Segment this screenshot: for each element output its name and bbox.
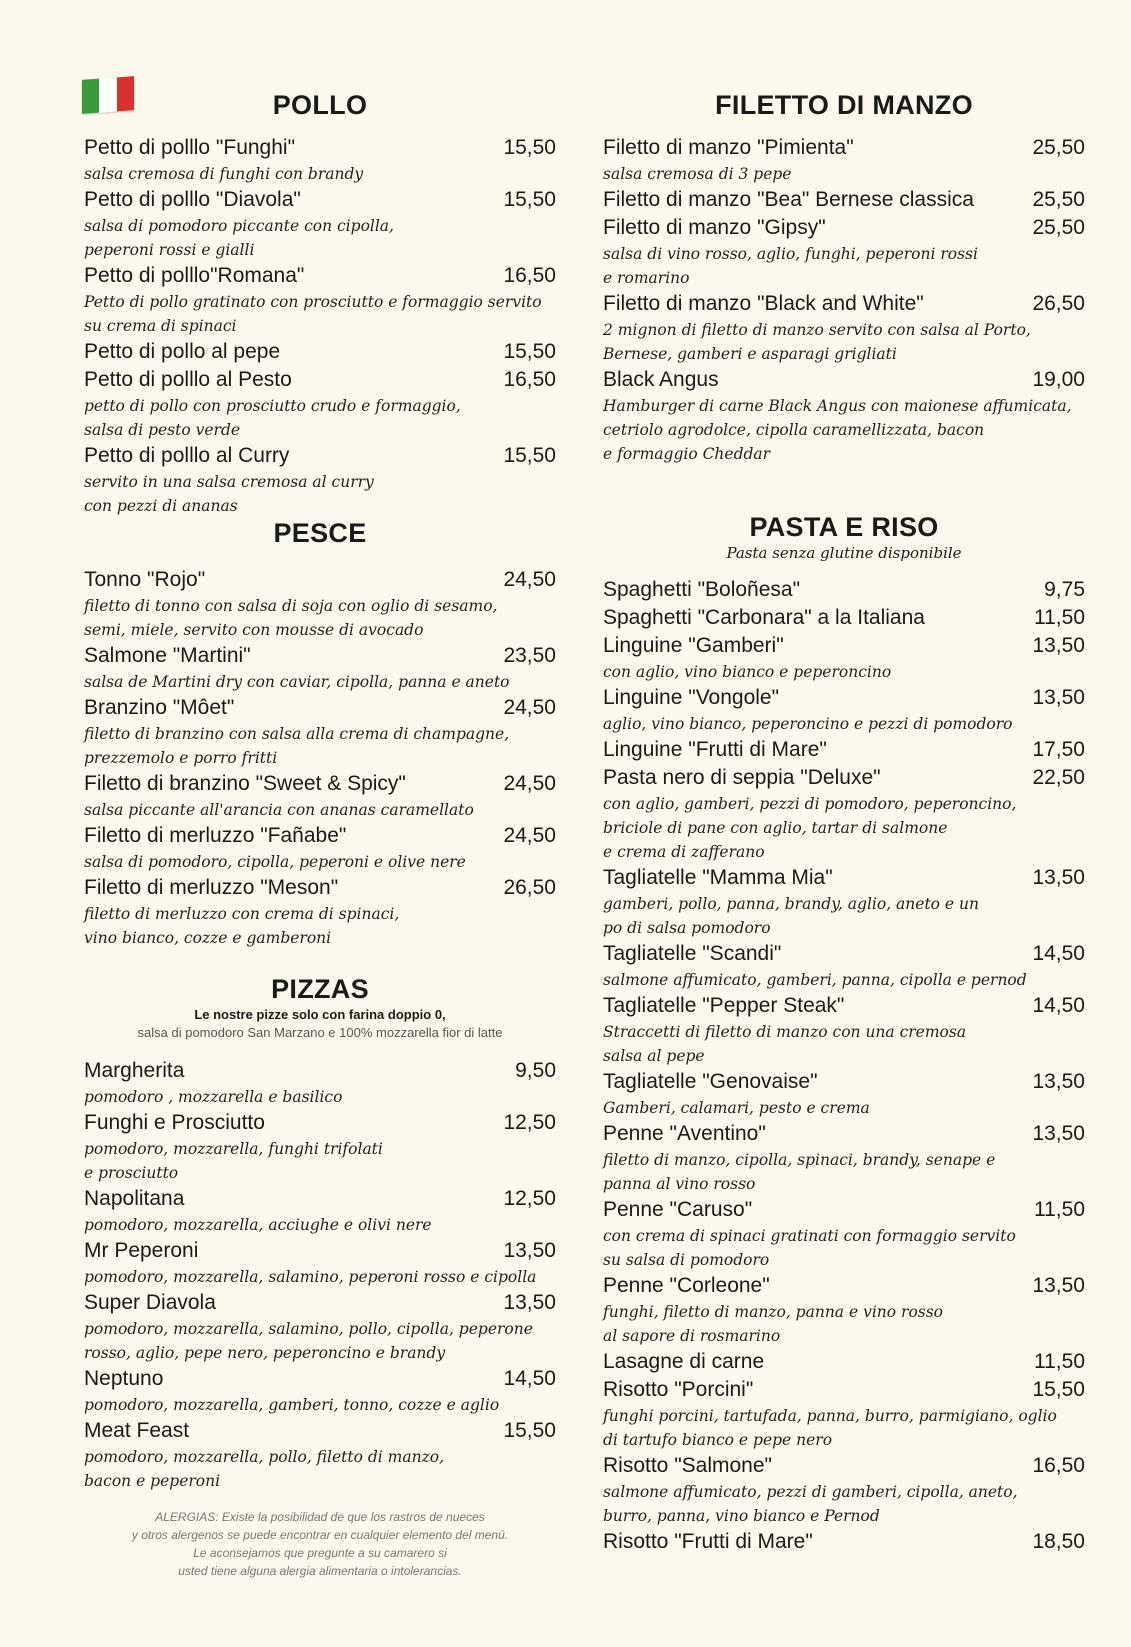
dish-description: Straccetti di filetto di manzo con una cremosa (603, 1023, 967, 1041)
menu-item-row (84, 822, 556, 850)
dish-description: salsa di pomodoro, cipolla, peperoni e olive nere (84, 853, 466, 871)
dish-name: Risotto "Salmone" (603, 1454, 772, 1477)
dish-description: salsa piccante all'arancia con ananas caramellato (84, 801, 474, 819)
dish-price: 26,50 (503, 876, 556, 899)
dish-name: Lasagne di carne (603, 1350, 765, 1373)
dish-price: 12,50 (503, 1187, 556, 1210)
menu-item-row (603, 1452, 1085, 1480)
dish-description: pomodoro, mozzarella, acciughe e olivi nere (84, 1216, 432, 1234)
dish-name: Funghi e Prosciutto (84, 1111, 265, 1134)
menu-item-row (84, 1237, 556, 1265)
dish-description: salmone affumicato, pezzi di gamberi, cipolla, aneto, (603, 1483, 1018, 1501)
dish-price: 15,50 (503, 136, 556, 159)
menu-item (603, 1348, 1085, 1376)
menu-item-row (84, 642, 556, 670)
dish-name: Tagliatelle "Genovaise" (603, 1070, 818, 1093)
dish-description: Petto di pollo gratinato con prosciutto e formaggio servito (84, 293, 542, 311)
menu-item (84, 1289, 556, 1365)
menu-item (84, 442, 556, 518)
dish-name: Linguine "Vongole" (603, 686, 780, 709)
dish-price: 11,50 (1034, 1198, 1085, 1221)
dish-name: Petto di pollo al pepe (84, 340, 281, 363)
dish-description: con aglio, vino bianco e peperoncino (603, 663, 892, 681)
dish-price: 9,50 (515, 1059, 556, 1082)
dish-price: 25,50 (1032, 136, 1085, 159)
section-title: PIZZAS (271, 974, 369, 1004)
dish-description: con aglio, gamberi, pezzi di pomodoro, peperoncino, (603, 795, 1017, 813)
menu-item-row (603, 736, 1085, 764)
menu-item (603, 1376, 1085, 1452)
dish-name: Filetto di manzo "Gipsy" (603, 216, 826, 239)
menu-item-row (603, 684, 1085, 712)
allergy-line: Le aconsejamos que pregunte a su camarero si (193, 1546, 447, 1560)
dish-price: 15,50 (503, 1419, 556, 1442)
dish-description: pomodoro, mozzarella, funghi trifolati (84, 1140, 383, 1158)
dish-description: Bernese, gamberi e asparagi grigliati (603, 345, 897, 363)
item-list (84, 566, 556, 950)
pizza-note-flour: Le nostre pizze solo con farina doppio 0, (194, 1007, 446, 1022)
dish-price: 24,50 (503, 696, 556, 719)
menu-item-row (84, 1109, 556, 1137)
menu-item (603, 186, 1085, 214)
menu-item-row (84, 770, 556, 798)
dish-price: 11,50 (1034, 1350, 1085, 1373)
dish-name: Black Angus (603, 368, 719, 391)
dish-name: Tagliatelle "Scandi" (603, 942, 782, 965)
dish-price: 23,50 (503, 644, 556, 667)
menu-item-row (603, 1528, 1085, 1556)
dish-price: 15,50 (503, 340, 556, 363)
dish-description: cetriolo agrodolce, cipolla caramellizzata, bacon (603, 421, 985, 439)
dish-name: Spaghetti "Carbonara" a la Italiana (603, 606, 925, 629)
menu-item (603, 764, 1085, 864)
menu-item (603, 632, 1085, 684)
item-list (84, 1057, 556, 1493)
menu-item (84, 1185, 556, 1237)
dish-description: filetto di merluzzo con crema di spinaci, (84, 905, 400, 923)
dish-name: Tagliatelle "Pepper Steak" (603, 994, 845, 1017)
menu-item (84, 822, 556, 874)
dish-name: Filetto di merluzzo "Meson" (84, 876, 339, 899)
menu-item-row (603, 1120, 1085, 1148)
menu-item-row (84, 262, 556, 290)
menu-item (603, 1452, 1085, 1528)
dish-description: pomodoro, mozzarella, salamino, pollo, cipolla, peperone (84, 1320, 533, 1338)
item-list (84, 134, 556, 518)
menu-item (84, 366, 556, 442)
dish-description: salsa cremosa di funghi con brandy (84, 165, 364, 183)
dish-price: 25,50 (1032, 216, 1085, 239)
dish-description: su crema di spinaci (84, 317, 237, 335)
dish-description: briciole di pane con aglio, tartar di salmone (603, 819, 948, 837)
dish-name: Penne "Caruso" (603, 1198, 753, 1221)
menu-item (603, 1120, 1085, 1196)
menu-item-row (603, 366, 1085, 394)
section-filetto-di-manzo (603, 88, 1085, 466)
dish-price: 15,50 (1032, 1378, 1085, 1401)
menu-item (84, 338, 556, 366)
dish-name: Tonno "Rojo" (84, 568, 206, 591)
dish-price: 11,50 (1034, 606, 1085, 629)
dish-name: Spaghetti "Boloñesa" (603, 578, 801, 601)
pizza-note-sauce: salsa di pomodoro San Marzano e 100% mozzarella fior di latte (137, 1025, 503, 1040)
dish-description: filetto di tonno con salsa di soja con oglio di sesamo, (84, 597, 498, 615)
dish-price: 16,50 (503, 264, 556, 287)
dish-price: 15,50 (503, 444, 556, 467)
allergy-line: y otros alergenos se puede encontrar en cualquier elemento del menú. (131, 1528, 509, 1542)
menu-item-row (84, 338, 556, 366)
menu-item-row (84, 1057, 556, 1085)
dish-description: funghi porcini, tartufada, panna, burro, parmigiano, oglio (603, 1407, 1057, 1425)
menu-item (603, 1068, 1085, 1120)
dish-description: e formaggio Cheddar (603, 445, 771, 463)
dish-name: Mr Peperoni (84, 1239, 199, 1262)
menu-item (603, 940, 1085, 992)
dish-description: al sapore di rosmarino (603, 1327, 781, 1345)
menu-item (603, 684, 1085, 736)
dish-name: Penne "Corleone" (603, 1274, 770, 1297)
dish-description: bacon e peperoni (84, 1472, 221, 1490)
dish-price: 13,50 (503, 1239, 556, 1262)
menu-item (84, 1417, 556, 1493)
menu-item (84, 770, 556, 822)
dish-name: Petto di polllo "Diavola" (84, 188, 301, 211)
menu-item-row (603, 1068, 1085, 1096)
dish-price: 13,50 (1032, 1274, 1085, 1297)
menu-item-row (603, 604, 1085, 632)
section-subtitle: Pasta senza glutine disponibile (726, 544, 962, 562)
menu-item-row (84, 1289, 556, 1317)
section-title: FILETTO DI MANZO (715, 90, 973, 120)
item-list (603, 134, 1085, 466)
dish-description: salsa di pesto verde (84, 421, 241, 439)
dish-name: Filetto di merluzzo "Fañabe" (84, 824, 347, 847)
allergy-line: ALERGIAS: Existe la posibilidad de que los rastros de nueces (155, 1510, 485, 1524)
menu-item (84, 1365, 556, 1417)
menu-item-row (603, 1272, 1085, 1300)
dish-description: e crema di zafferano (603, 843, 765, 861)
menu-item (603, 864, 1085, 940)
menu-item (84, 566, 556, 642)
menu-item (603, 736, 1085, 764)
dish-name: Filetto di manzo "Pimienta" (603, 136, 854, 159)
menu-item (84, 134, 556, 186)
dish-price: 17,50 (1032, 738, 1085, 761)
dish-price: 14,50 (1032, 942, 1085, 965)
menu-item-row (84, 1417, 556, 1445)
dish-description: rosso, aglio, pepe nero, peperoncino e brandy (84, 1344, 446, 1362)
dish-price: 13,50 (503, 1291, 556, 1314)
dish-name: Pasta nero di seppia "Deluxe" (603, 766, 881, 789)
dish-price: 26,50 (1032, 292, 1085, 315)
menu-item (603, 290, 1085, 366)
menu-item (603, 1272, 1085, 1348)
dish-description: pomodoro, mozzarella, salamino, peperoni rosso e cipolla (84, 1268, 537, 1286)
dish-price: 13,50 (1032, 866, 1085, 889)
section-pizzas (84, 972, 556, 1493)
dish-description: su salsa di pomodoro (603, 1251, 770, 1269)
dish-description: salmone affumicato, gamberi, panna, cipolla e pernod (603, 971, 1027, 989)
allergy-line: usted tiene alguna alergia alimentaria o intolerancias. (178, 1564, 462, 1578)
menu-item-row (84, 1185, 556, 1213)
dish-description: salsa cremosa di 3 pepe (603, 165, 792, 183)
menu-item (84, 694, 556, 770)
dish-name: Penne "Aventino" (603, 1122, 766, 1145)
dish-description: panna al vino rosso (603, 1175, 756, 1193)
dish-name: Branzino "Môet" (84, 696, 235, 719)
dish-price: 22,50 (1032, 766, 1085, 789)
dish-price: 13,50 (1032, 686, 1085, 709)
menu-item-row (603, 186, 1085, 214)
dish-description: e prosciutto (84, 1164, 179, 1182)
dish-name: Margherita (84, 1059, 185, 1082)
menu-item-row (84, 874, 556, 902)
menu-item (603, 1528, 1085, 1556)
section-pasta-e-riso (603, 510, 1085, 1556)
dish-description: Gamberi, calamari, pesto e crema (603, 1099, 870, 1117)
menu-item (84, 1057, 556, 1109)
dish-description: di tartufo bianco e pepe nero (603, 1431, 833, 1449)
dish-name: Neptuno (84, 1367, 164, 1390)
section-pesce (84, 516, 556, 950)
dish-description: vino bianco, cozze e gamberoni (84, 929, 332, 947)
section-title: PESCE (273, 518, 367, 548)
menu-item (603, 134, 1085, 186)
dish-name: Tagliatelle "Mamma Mia" (603, 866, 833, 889)
menu-item-row (84, 694, 556, 722)
dish-price: 9,75 (1044, 578, 1085, 601)
item-list (603, 576, 1085, 1556)
menu-item (603, 214, 1085, 290)
dish-description: peperoni rossi e gialli (84, 241, 255, 259)
dish-price: 13,50 (1032, 1122, 1085, 1145)
dish-name: Filetto di branzino "Sweet & Spicy" (84, 772, 406, 795)
dish-description: petto di pollo con prosciutto crudo e formaggio, (84, 397, 461, 415)
section-title: PASTA E RISO (749, 512, 939, 542)
dish-name: Risotto "Frutti di Mare" (603, 1530, 813, 1553)
dish-price: 13,50 (1032, 1070, 1085, 1093)
dish-description: 2 mignon di filetto di manzo servito con salsa al Porto, (603, 321, 1031, 339)
menu-item-row (603, 940, 1085, 968)
menu-item-row (84, 134, 556, 162)
menu-item (84, 1237, 556, 1289)
menu-item-row (603, 1348, 1085, 1376)
dish-name: Salmone "Martini" (84, 644, 251, 667)
dish-description: aglio, vino bianco, peperoncino e pezzi di pomodoro (603, 715, 1013, 733)
dish-name: Meat Feast (84, 1419, 190, 1442)
dish-description: salsa al pepe (603, 1047, 705, 1065)
menu-item (84, 1109, 556, 1185)
menu-item (603, 366, 1085, 466)
menu-item-row (603, 576, 1085, 604)
dish-description: pomodoro , mozzarella e basilico (84, 1088, 343, 1106)
menu-item (84, 874, 556, 950)
dish-description: semi, miele, servito con mousse di avocado (84, 621, 424, 639)
menu-item (603, 1196, 1085, 1272)
dish-name: Petto di polllo al Pesto (84, 368, 292, 391)
dish-name: Risotto "Porcini" (603, 1378, 754, 1401)
menu-item-row (84, 566, 556, 594)
dish-name: Napolitana (84, 1187, 185, 1210)
dish-name: Super Diavola (84, 1291, 216, 1314)
dish-name: Filetto di manzo "Black and White" (603, 292, 924, 315)
menu-item-row (603, 134, 1085, 162)
dish-description: burro, panna, vino bianco e Pernod (603, 1507, 880, 1525)
dish-description: Hamburger di carne Black Angus con maionese affumicata, (603, 397, 1072, 415)
dish-price: 24,50 (503, 772, 556, 795)
dish-description: funghi, filetto di manzo, panna e vino rosso (603, 1303, 944, 1321)
menu-item-row (603, 632, 1085, 660)
dish-description: servito in una salsa cremosa al curry (84, 473, 374, 491)
dish-name: Petto di polllo "Funghi" (84, 136, 296, 159)
dish-description: salsa di vino rosso, aglio, funghi, peperoni rossi (603, 245, 978, 263)
dish-description: prezzemolo e porro fritti (84, 749, 278, 767)
menu-item-row (603, 290, 1085, 318)
dish-description: con pezzi di ananas (84, 497, 238, 515)
dish-name: Filetto di manzo "Bea" Bernese classica (603, 188, 974, 211)
dish-description: pomodoro, mozzarella, gamberi, tonno, cozze e aglio (84, 1396, 500, 1414)
menu-item-row (603, 214, 1085, 242)
dish-price: 16,50 (503, 368, 556, 391)
allergy-notice (84, 1508, 556, 1580)
menu-item (84, 186, 556, 262)
menu-item-row (84, 1365, 556, 1393)
dish-description: con crema di spinaci gratinati con formaggio servito (603, 1227, 1016, 1245)
dish-description: e romarino (603, 269, 690, 287)
menu-item-row (603, 864, 1085, 892)
dish-price: 19,00 (1032, 368, 1085, 391)
dish-price: 25,50 (1032, 188, 1085, 211)
dish-price: 15,50 (503, 188, 556, 211)
dish-name: Petto di polllo"Romana" (84, 264, 305, 287)
dish-price: 18,50 (1032, 1530, 1085, 1553)
dish-description: po di salsa pomodoro (603, 919, 771, 937)
dish-price: 14,50 (503, 1367, 556, 1390)
dish-price: 13,50 (1032, 634, 1085, 657)
menu-item (84, 262, 556, 338)
dish-price: 12,50 (503, 1111, 556, 1134)
dish-description: gamberi, pollo, panna, brandy, aglio, aneto e un (603, 895, 979, 913)
menu-item (603, 604, 1085, 632)
dish-description: salsa di pomodoro piccante con cipolla, (84, 217, 394, 235)
menu-item (603, 576, 1085, 604)
menu-item-row (84, 366, 556, 394)
menu-item-row (603, 992, 1085, 1020)
menu-item (84, 642, 556, 694)
menu-item-row (603, 1196, 1085, 1224)
menu-item-row (603, 764, 1085, 792)
section-title: POLLO (272, 90, 368, 120)
dish-price: 24,50 (503, 568, 556, 591)
dish-description: filetto di manzo, cipolla, spinaci, brandy, senape e (603, 1151, 996, 1169)
dish-price: 14,50 (1032, 994, 1085, 1017)
section-pollo (84, 88, 556, 518)
dish-description: salsa de Martini dry con caviar, cipolla, panna e aneto (84, 673, 510, 691)
dish-description: pomodoro, mozzarella, pollo, filetto di manzo, (84, 1448, 445, 1466)
menu-item (603, 992, 1085, 1068)
dish-description: filetto di branzino con salsa alla crema di champagne, (84, 725, 510, 743)
menu-item-row (84, 186, 556, 214)
dish-price: 16,50 (1032, 1454, 1085, 1477)
dish-name: Linguine "Gamberi" (603, 634, 784, 657)
menu-item-row (603, 1376, 1085, 1404)
dish-name: Linguine "Frutti di Mare" (603, 738, 827, 761)
menu-item-row (84, 442, 556, 470)
dish-price: 24,50 (503, 824, 556, 847)
dish-name: Petto di polllo al Curry (84, 444, 290, 467)
